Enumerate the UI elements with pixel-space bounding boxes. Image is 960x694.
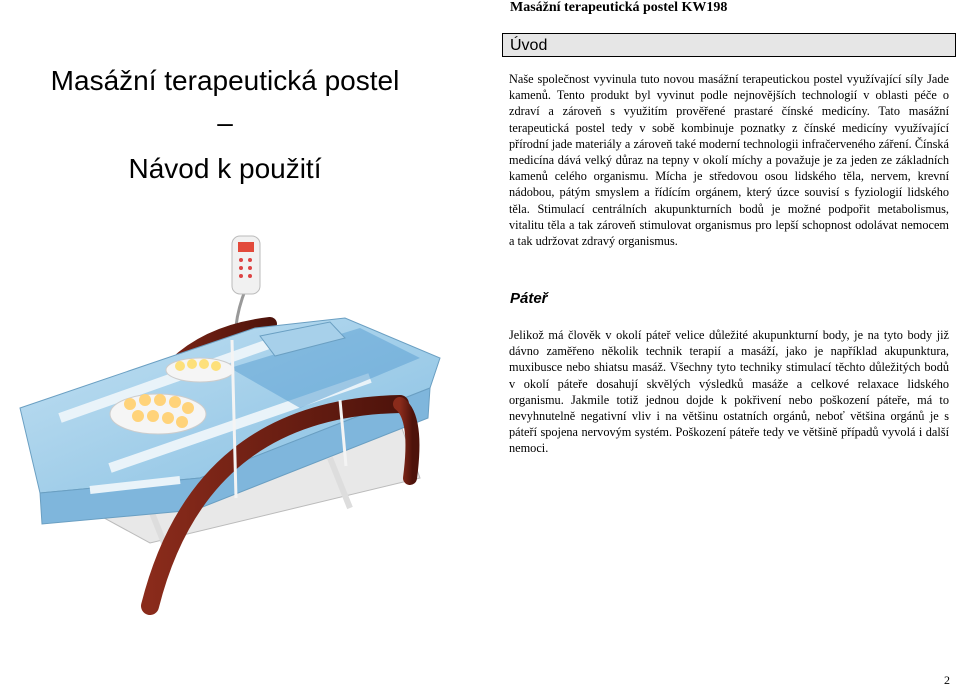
- intro-paragraph: Naše společnost vyvinula tuto novou masážní terapeutickou postel využívající síly Jade kamenů. Tento produkt byl vyvinut podle nejnovějších technologií v oblasti péče o zdraví a zároveň s využitím prověřené prastaré čínské medicíny. Tato masážní terapeutická postel tedy v sobě kombinuje poznatky z čínské medicíny využívající přírodní jade materiály a zároveň také moderní technologii infračerveného záření. Čínská medicína dává velký důraz na tepny v okolí míchy a považuje je za jeden ze základních kamenů celého organismu. Mícha je středovou osou lidského těla, nervem, krevní nádobou, pátým smyslem a řídícím orgánem, který úzce souvisí s fyziologií lidského těla. Stimulací centrálních akupunkturních bodů je možné podpořit metabolismus, vitalitu těla a tak zároveň stimulovat organismus pro lepší schopnost odolávat nemocem a tak udržovat zdravý organismus.: [509, 72, 949, 249]
- page-number: 2: [944, 673, 950, 687]
- massage-bed-illustration: [0, 228, 460, 628]
- cover-title-line2: Návod k použití: [128, 153, 322, 184]
- section-heading-intro-text: Úvod: [510, 37, 548, 54]
- section-heading-intro: [502, 33, 956, 57]
- header-title: Masážní terapeutická postel KW198: [510, 0, 728, 15]
- spine-paragraph: Jelikož má člověk v okolí páteř velice důležité akupunkturní body, je na tyto body již dávno zaměřeno několik technik terapií a masáží, jako je například akupunktura, muxibusce nebo shiatsu masáž. Všechny tyto techniky stimulací těchto důležitých bodů v okolí páteře dosahují skvělých výsledků masáže a celkové relaxace lidského organismu. Jakmile totiž jednou dojde k pokřivení nebo poškození páteře, má to nevyhnutelně negativní vliv i na většinu ostatních orgánů, neboť většina orgánů je s páteří spojena nervovým systém. Poškození páteře tedy ve většině případů vyvolá i další nemoci.: [509, 328, 949, 456]
- cover-title-line1: Masážní terapeutická postel: [50, 65, 400, 96]
- section-heading-spine: Páteř: [510, 290, 548, 307]
- cover-title: [0, 64, 450, 186]
- cover-title-dash: –: [217, 107, 233, 138]
